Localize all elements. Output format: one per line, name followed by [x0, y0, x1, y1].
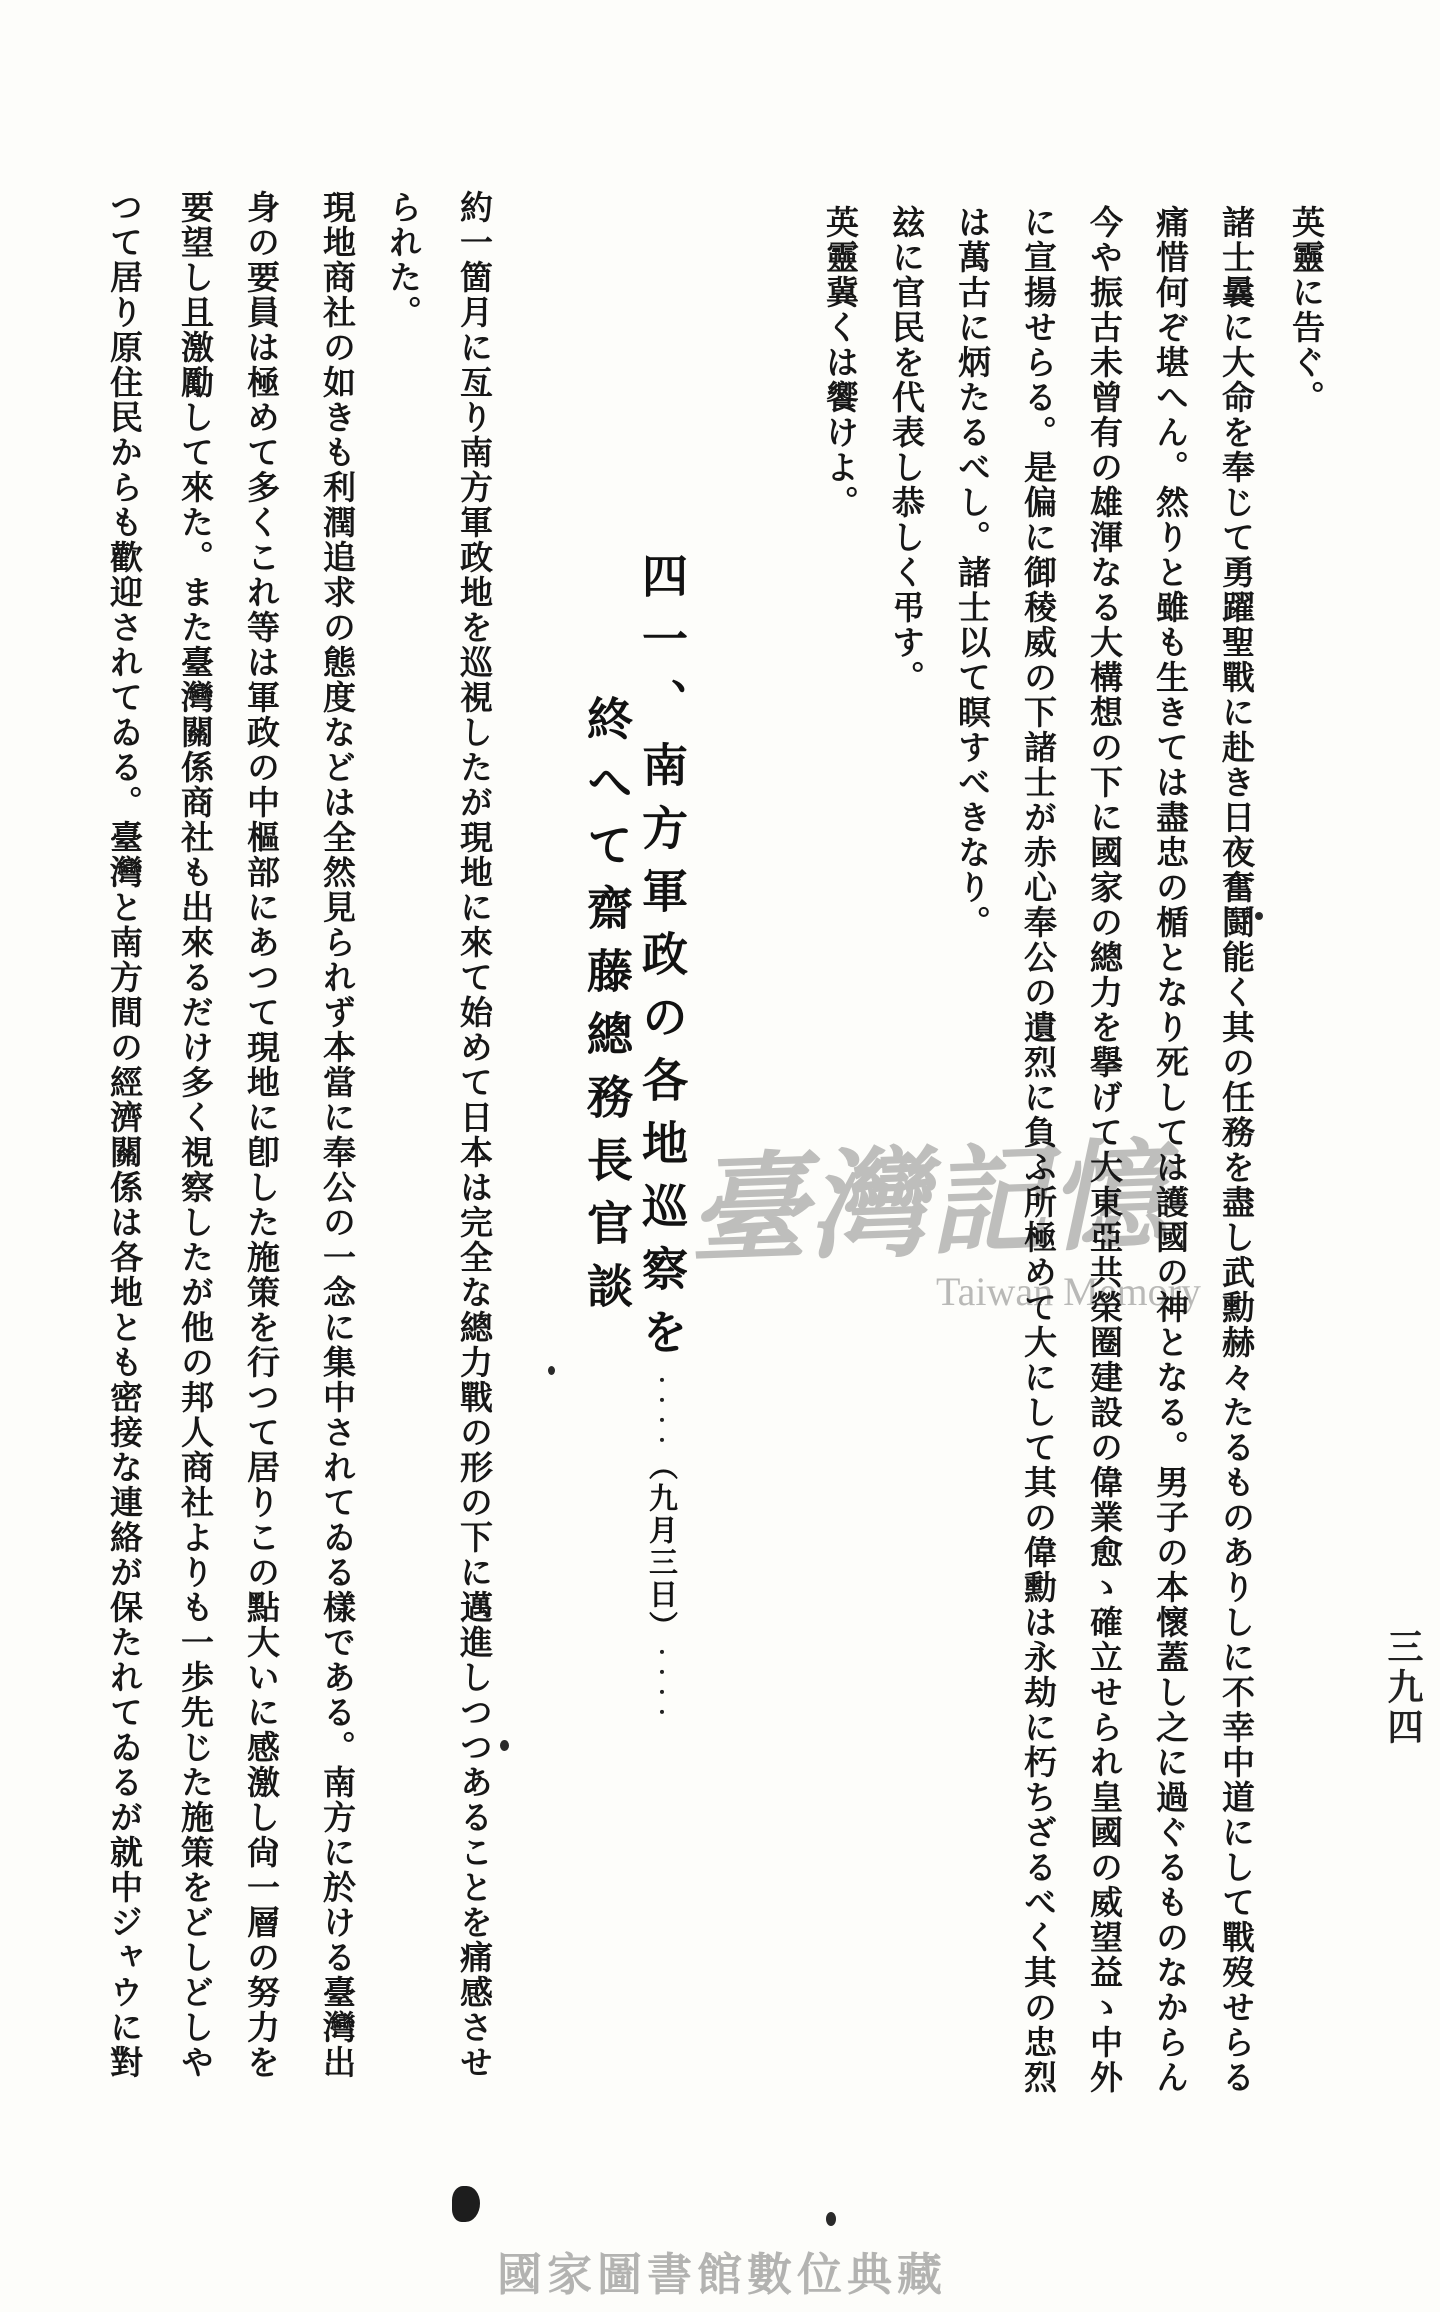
- body-column-6: つて居り原住民からも歡迎されてゐる。臺灣と南方間の經濟關係は各地とも密接な連絡が保たれてゐるが就中ジャウに對: [105, 190, 141, 2080]
- heading-leader-dots: ・・・・: [651, 1371, 671, 1451]
- memorial-column-7: 玆に官民を代表し恭しく弔す。: [887, 205, 923, 695]
- section-heading-line-2: 終へて齋藤總務長官談: [581, 695, 632, 1325]
- ink-speck: [548, 1366, 555, 1375]
- section-heading-line-1: [636, 552, 687, 1723]
- memorial-column-5: に宣揚せらる。是偏に御稜威の下諸士が赤心奉公の遺烈に負ふ所極めて大にして其の偉勳は永劫に朽ちざるべく其の忠烈: [1019, 205, 1055, 2095]
- memorial-column-4: 今や振古未曾有の雄渾なる大構想の下に國家の總力を擧げて大東亞共榮圈建設の偉業愈ゝ確立せられ皇國の威望益ゝ中外: [1085, 205, 1121, 2095]
- taiwan-memory-latin-text: Taiwan Memory: [936, 1269, 1201, 1314]
- body-column-2: られた。: [384, 190, 420, 330]
- taiwan-memory-watermark: [688, 1108, 1208, 1338]
- ink-speck: [1255, 912, 1263, 920]
- memorial-column-2: 諸士曩に大命を奉じて勇躍聖戰に赴き日夜奮鬪能く其の任務を盡し武勳赫々たるものありしに不幸中道にして戰歿せらる: [1217, 205, 1253, 2095]
- body-column-5: 要望し且激勵して來た。また臺灣關係商社も出來るだけ多く視察したが他の邦人商社よりも一歩先じた施策をどしどしや: [176, 190, 212, 2080]
- ink-speck: [826, 2212, 836, 2226]
- heading-trailer-dots: ・・・・: [651, 1643, 671, 1723]
- body-column-3: 現地商社の如きも利潤追求の態度などは全然見られず本當に奉公の一念に集中されてゐる樣である。南方に於ける臺灣出: [318, 190, 354, 2080]
- ink-mark: [452, 2186, 480, 2222]
- memorial-column-1: 英靈に告ぐ。: [1287, 205, 1323, 415]
- page-number: 三九四: [1383, 1628, 1423, 1748]
- body-column-1: 約一箇月に亙り南方軍政地を巡視したが現地に來て始めて日本は完全な總力戰の形の下に邁進しつつあることを痛感させ: [455, 190, 491, 2080]
- memorial-column-3: 痛惜何ぞ堪へん。然りと雖も生きては盡忠の楯となり死しては護國の神となる。男子の本懷蓋し之に過ぐるものなからん: [1151, 205, 1187, 2095]
- memorial-column-8: 英靈冀くは饗けよ。: [821, 205, 857, 520]
- heading-date: ︵九月三日︶: [645, 1451, 677, 1643]
- national-library-watermark: 國家圖書館數位典藏: [497, 2250, 948, 2300]
- ink-speck: [500, 1740, 509, 1751]
- body-column-4: 身の要員は極めて多くこれ等は軍政の中樞部にあつて現地に卽した施策を行つて居りこの點大いに感激し尙一層の努力を: [242, 190, 278, 2080]
- taiwan-memory-calligraphy: 臺灣記憶: [686, 1130, 1171, 1279]
- memorial-column-6: は萬古に炳たるべし。諸士以て瞑すべきなり。: [953, 205, 989, 940]
- section-heading-title: 四一、南方軍政の各地巡察を: [636, 552, 687, 1371]
